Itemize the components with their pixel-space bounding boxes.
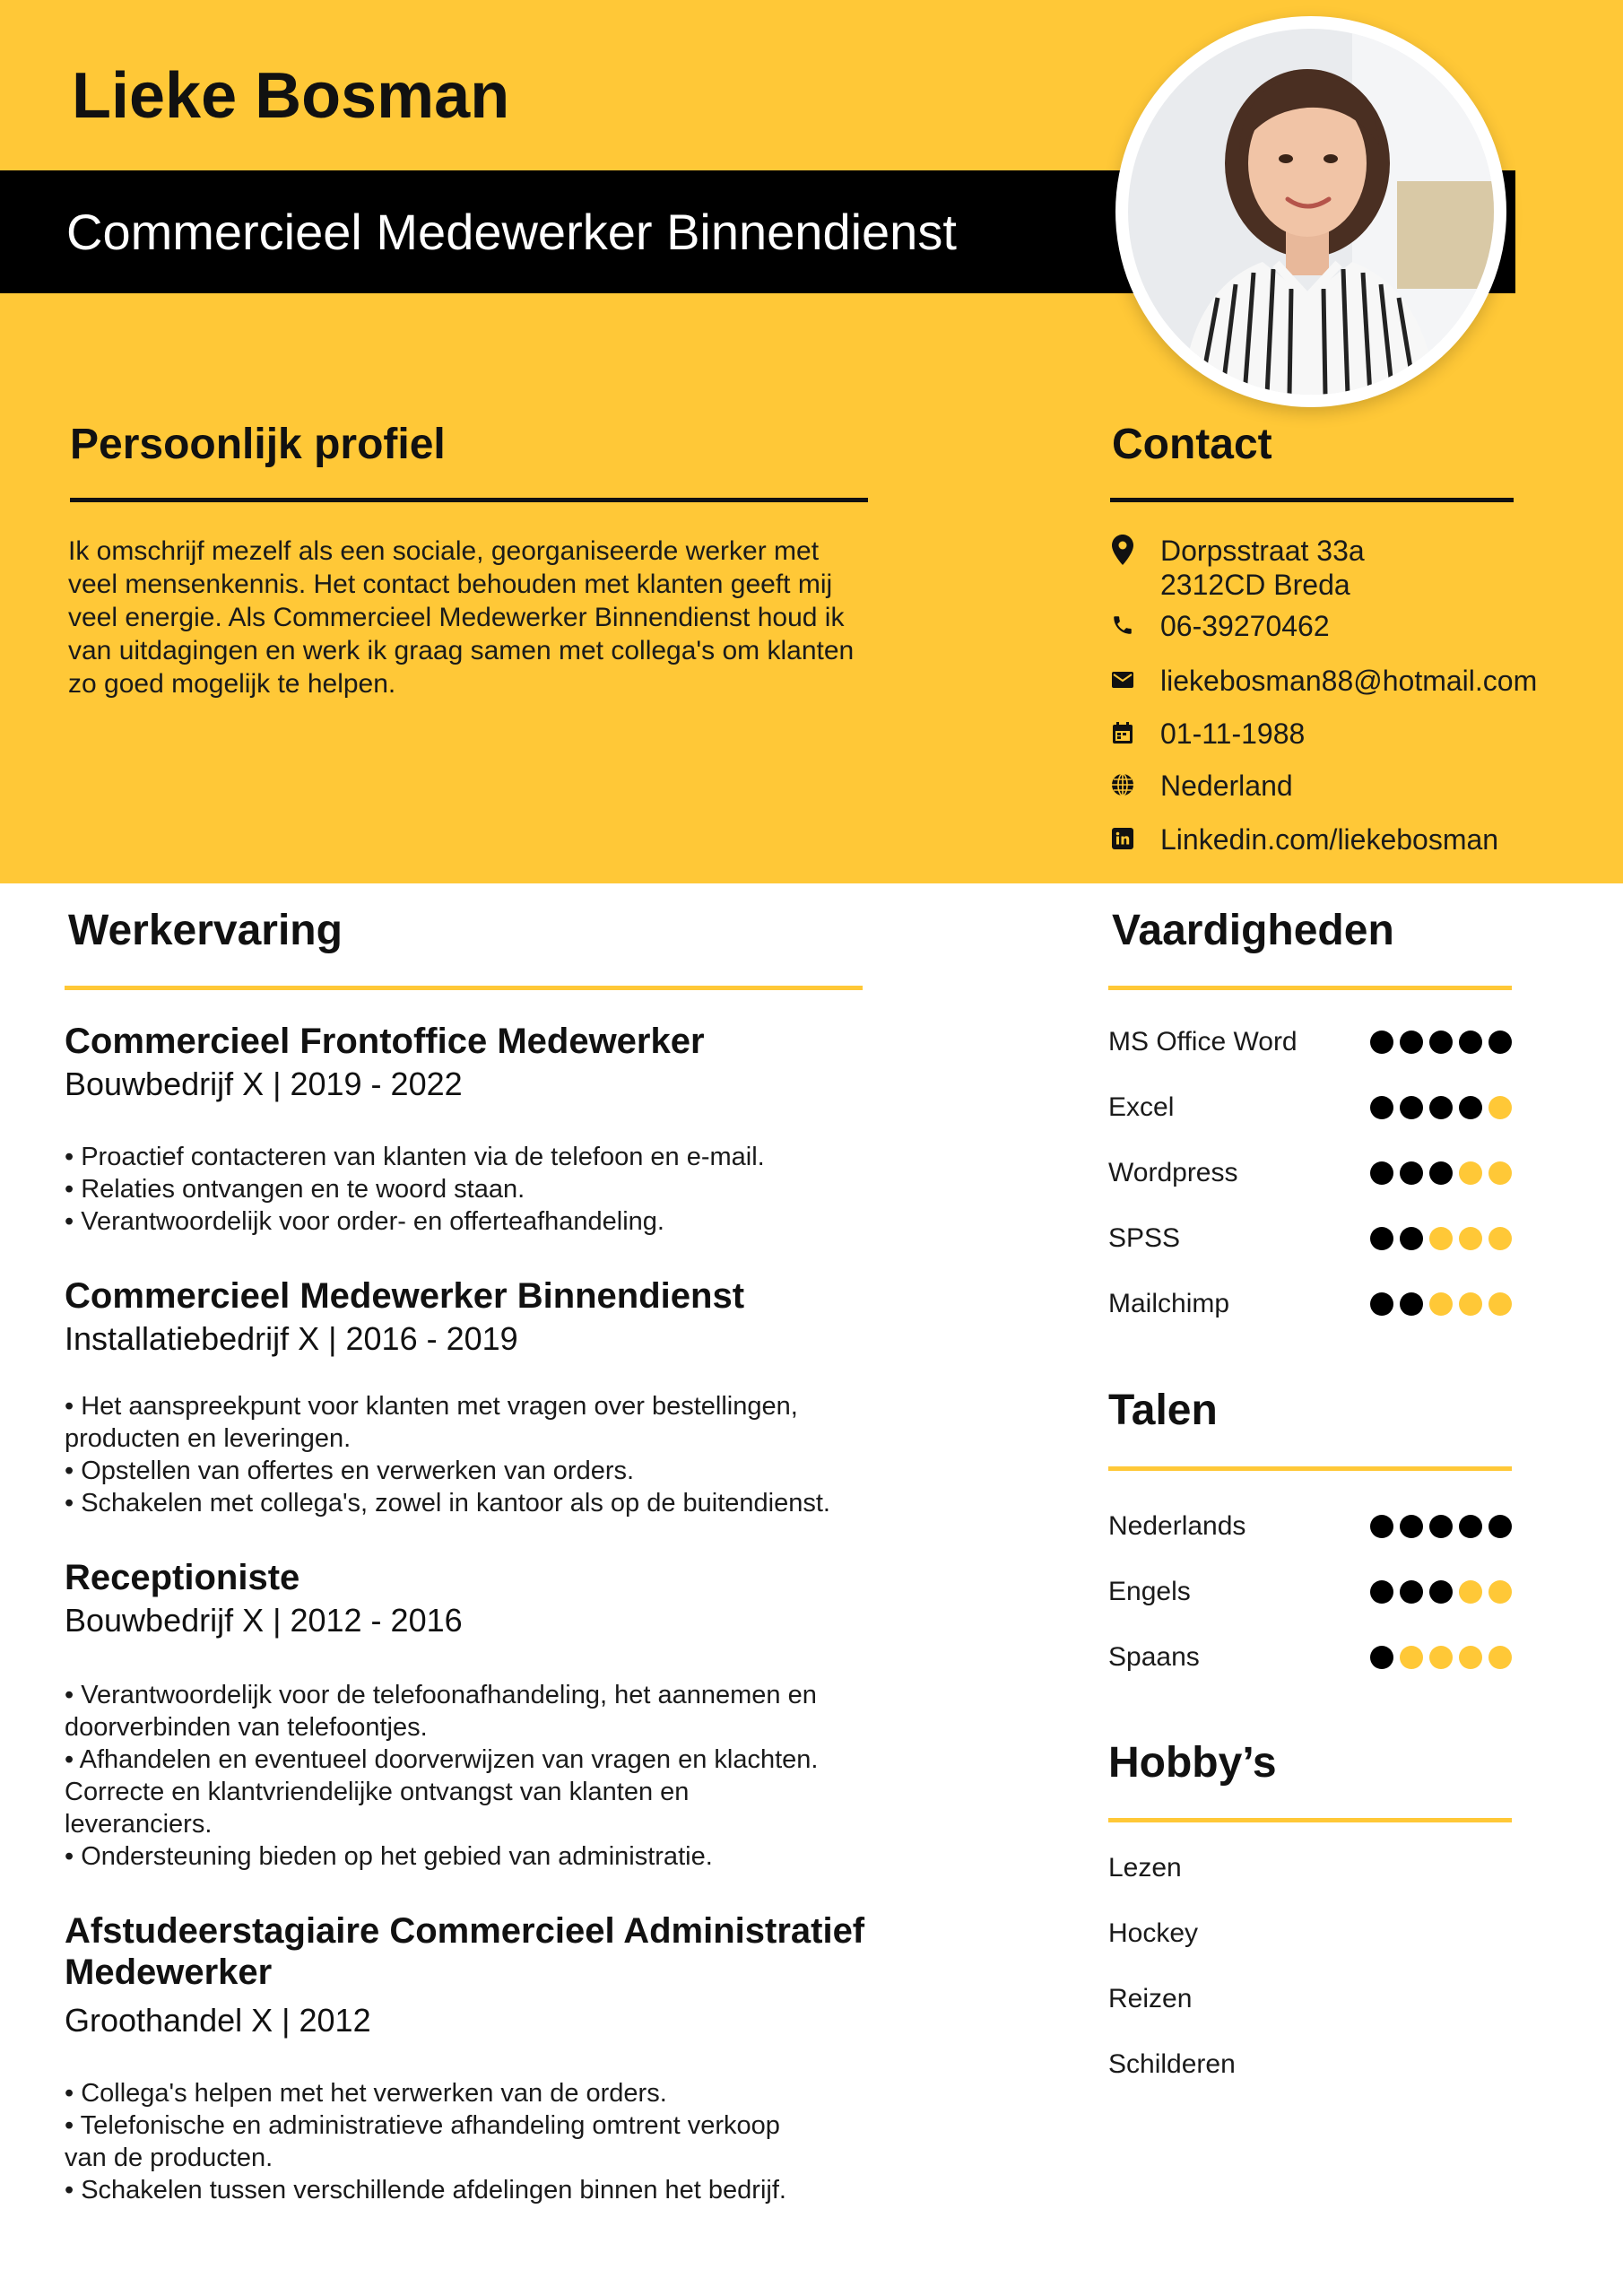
linkedin-url[interactable]: Linkedin.com/liekebosman: [1160, 823, 1499, 856]
language-label: Nederlands: [1108, 1511, 1246, 1541]
rating-dot-empty: [1429, 1292, 1453, 1316]
profile-line: zo goed mogelijk te helpen.: [68, 669, 396, 699]
duty-line: • Collega's helpen met het verwerken van de orders.: [65, 2079, 667, 2108]
contact-country: [1110, 769, 1293, 803]
rating-dot-filled: [1400, 1292, 1423, 1316]
language-rating: [1370, 1646, 1512, 1669]
portrait-illustration: [1128, 29, 1494, 395]
rating-dot-empty: [1488, 1580, 1512, 1604]
language-row: [1108, 1509, 1512, 1544]
rating-dot-empty: [1429, 1646, 1453, 1669]
profile-line: veel energie. Als Commercieel Medewerker Binnendienst houd ik: [68, 603, 845, 632]
duty-line: • Verantwoordelijk voor de telefoonafhandeling, het aannemen en: [65, 1681, 817, 1709]
hobby-item: Hockey: [1108, 1918, 1199, 1948]
job1-duties: [65, 1141, 925, 1238]
language-rating: [1370, 1580, 1512, 1604]
job4-title-line1: Afstudeerstagiaire Commercieel Administratief: [65, 1911, 865, 1951]
rating-dot-empty: [1488, 1646, 1512, 1669]
job4-title-line2: Medewerker: [65, 1952, 273, 1992]
rating-dot-empty: [1488, 1292, 1512, 1316]
contact-divider: [1110, 498, 1514, 502]
duty-line: • Het aanspreekpunt voor klanten met vragen over bestellingen,: [65, 1392, 798, 1421]
skill-rating: [1370, 1227, 1512, 1250]
hobby-item: Schilderen: [1108, 2049, 1236, 2079]
hobbies-heading: Hobby’s: [1108, 1739, 1277, 1787]
rating-dot-filled: [1459, 1031, 1482, 1054]
profile-text: [68, 535, 929, 700]
job2-title: Commercieel Medewerker Binnendienst: [65, 1276, 745, 1316]
rating-dot-filled: [1459, 1096, 1482, 1119]
languages-heading: Talen: [1108, 1387, 1218, 1434]
skill-label: Wordpress: [1108, 1158, 1238, 1187]
contact-address: [1110, 534, 1365, 602]
rating-dot-empty: [1459, 1580, 1482, 1604]
job3-company: Bouwbedrijf X | 2012 - 2016: [65, 1602, 463, 1639]
duty-line: • Afhandelen en eventueel doorverwijzen van vragen en klachten.: [65, 1745, 819, 1774]
duty-line: • Verantwoordelijk voor order- en offerteafhandeling.: [65, 1207, 664, 1236]
duty-line: • Ondersteuning bieden op het gebied van administratie.: [65, 1842, 713, 1871]
duty-line: • Schakelen tussen verschillende afdelingen binnen het bedrijf.: [65, 2176, 786, 2205]
rating-dot-filled: [1370, 1031, 1393, 1054]
rating-dot-empty: [1459, 1227, 1482, 1250]
location-pin-icon: [1110, 534, 1135, 566]
job1-company: Bouwbedrijf X | 2019 - 2022: [65, 1065, 463, 1102]
skill-label: Excel: [1108, 1092, 1175, 1122]
hobbies-divider: [1108, 1818, 1512, 1822]
job3-duties: [65, 1679, 925, 1873]
hobby-item: Lezen: [1108, 1853, 1182, 1883]
skills-divider: [1108, 986, 1512, 990]
skill-row: [1108, 1155, 1512, 1191]
email-address[interactable]: liekebosman88@hotmail.com: [1160, 665, 1538, 697]
skill-row: [1108, 1286, 1512, 1322]
job2-company: Installatiebedrijf X | 2016 - 2019: [65, 1320, 518, 1357]
contact-email: [1110, 664, 1537, 698]
job4-duties: [65, 2077, 925, 2206]
calendar-icon: [1110, 717, 1135, 749]
rating-dot-filled: [1400, 1515, 1423, 1538]
duty-line: • Proactief contacteren van klanten via de telefoon en e-mail.: [65, 1143, 765, 1171]
rating-dot-filled: [1370, 1227, 1393, 1250]
duty-line: • Telefonische en administratieve afhandeling omtrent verkoop: [65, 2111, 780, 2140]
profile-divider: [70, 498, 868, 502]
rating-dot-filled: [1400, 1580, 1423, 1604]
rating-dot-filled: [1370, 1580, 1393, 1604]
skill-row: [1108, 1221, 1512, 1257]
languages-divider: [1108, 1466, 1512, 1471]
linkedin-icon: [1110, 822, 1135, 855]
address-line2: 2312CD Breda: [1160, 569, 1350, 601]
language-row: [1108, 1574, 1512, 1610]
contact-phone: [1110, 609, 1330, 643]
duty-line: • Opstellen van offertes en verwerken van orders.: [65, 1457, 635, 1485]
rating-dot-filled: [1400, 1227, 1423, 1250]
globe-icon: [1110, 769, 1135, 801]
mail-icon: [1110, 664, 1135, 696]
duty-line: • Schakelen met collega's, zowel in kantoor als op de buitendienst.: [65, 1489, 830, 1518]
profile-line: van uitdagingen en werk ik graag samen met collega's om klanten: [68, 636, 855, 665]
profile-line: veel mensenkennis. Het contact behouden met klanten geeft mij: [68, 570, 833, 599]
skill-rating: [1370, 1161, 1512, 1185]
profile-photo: [1115, 16, 1506, 407]
rating-dot-filled: [1400, 1031, 1423, 1054]
rating-dot-filled: [1429, 1515, 1453, 1538]
language-label: Spaans: [1108, 1642, 1200, 1672]
phone-number[interactable]: 06-39270462: [1160, 610, 1330, 642]
rating-dot-empty: [1429, 1227, 1453, 1250]
duty-line: leveranciers.: [65, 1810, 213, 1839]
job3-title: Receptioniste: [65, 1558, 300, 1597]
address-line1: Dorpsstraat 33a: [1160, 535, 1365, 567]
rating-dot-filled: [1488, 1031, 1512, 1054]
rating-dot-filled: [1488, 1515, 1512, 1538]
rating-dot-filled: [1400, 1161, 1423, 1185]
language-label: Engels: [1108, 1577, 1191, 1606]
skill-label: MS Office Word: [1108, 1027, 1298, 1057]
rating-dot-empty: [1400, 1646, 1423, 1669]
job2-duties: [65, 1390, 925, 1519]
job-title: Commercieel Medewerker Binnendienst: [66, 204, 957, 260]
profile-line: Ik omschrijf mezelf als een sociale, georganiseerde werker met: [68, 536, 820, 566]
skill-label: Mailchimp: [1108, 1289, 1230, 1318]
rating-dot-filled: [1370, 1646, 1393, 1669]
contact-birthdate: [1110, 717, 1305, 751]
rating-dot-empty: [1459, 1161, 1482, 1185]
rating-dot-empty: [1488, 1227, 1512, 1250]
job4-company: Groothandel X | 2012: [65, 2002, 371, 2039]
skill-rating: [1370, 1292, 1512, 1316]
rating-dot-filled: [1429, 1096, 1453, 1119]
rating-dot-empty: [1459, 1292, 1482, 1316]
job1-title: Commercieel Frontoffice Medewerker: [65, 1022, 705, 1061]
rating-dot-filled: [1370, 1515, 1393, 1538]
rating-dot-empty: [1488, 1161, 1512, 1185]
skill-label: SPSS: [1108, 1223, 1181, 1253]
experience-heading: Werkervaring: [68, 907, 343, 954]
rating-dot-filled: [1370, 1161, 1393, 1185]
experience-divider: [65, 986, 863, 990]
rating-dot-filled: [1370, 1292, 1393, 1316]
contact-linkedin: [1110, 822, 1498, 857]
phone-icon: [1110, 609, 1135, 641]
rating-dot-filled: [1370, 1096, 1393, 1119]
hobby-item: Reizen: [1108, 1984, 1193, 2013]
rating-dot-empty: [1488, 1096, 1512, 1119]
duty-line: producten en leveringen.: [65, 1424, 352, 1453]
rating-dot-filled: [1459, 1515, 1482, 1538]
language-row: [1108, 1639, 1512, 1675]
skill-row: [1108, 1090, 1512, 1126]
rating-dot-filled: [1400, 1096, 1423, 1119]
language-rating: [1370, 1515, 1512, 1538]
duty-line: Correcte en klantvriendelijke ontvangst van klanten en: [65, 1778, 690, 1806]
candidate-name: Lieke Bosman: [72, 60, 510, 132]
skill-row: [1108, 1024, 1512, 1060]
country: Nederland: [1160, 770, 1293, 802]
rating-dot-filled: [1429, 1031, 1453, 1054]
duty-line: doorverbinden van telefoontjes.: [65, 1713, 428, 1742]
profile-heading: Persoonlijk profiel: [70, 421, 446, 468]
skill-rating: [1370, 1096, 1512, 1119]
contact-heading: Contact: [1112, 421, 1272, 468]
rating-dot-filled: [1429, 1161, 1453, 1185]
duty-line: • Relaties ontvangen en te woord staan.: [65, 1175, 525, 1204]
rating-dot-filled: [1429, 1580, 1453, 1604]
birthdate: 01-11-1988: [1160, 718, 1306, 750]
skill-rating: [1370, 1031, 1512, 1054]
duty-line: van de producten.: [65, 2144, 273, 2172]
skills-heading: Vaardigheden: [1112, 907, 1394, 954]
job4-title: [65, 1910, 943, 1993]
rating-dot-empty: [1459, 1646, 1482, 1669]
